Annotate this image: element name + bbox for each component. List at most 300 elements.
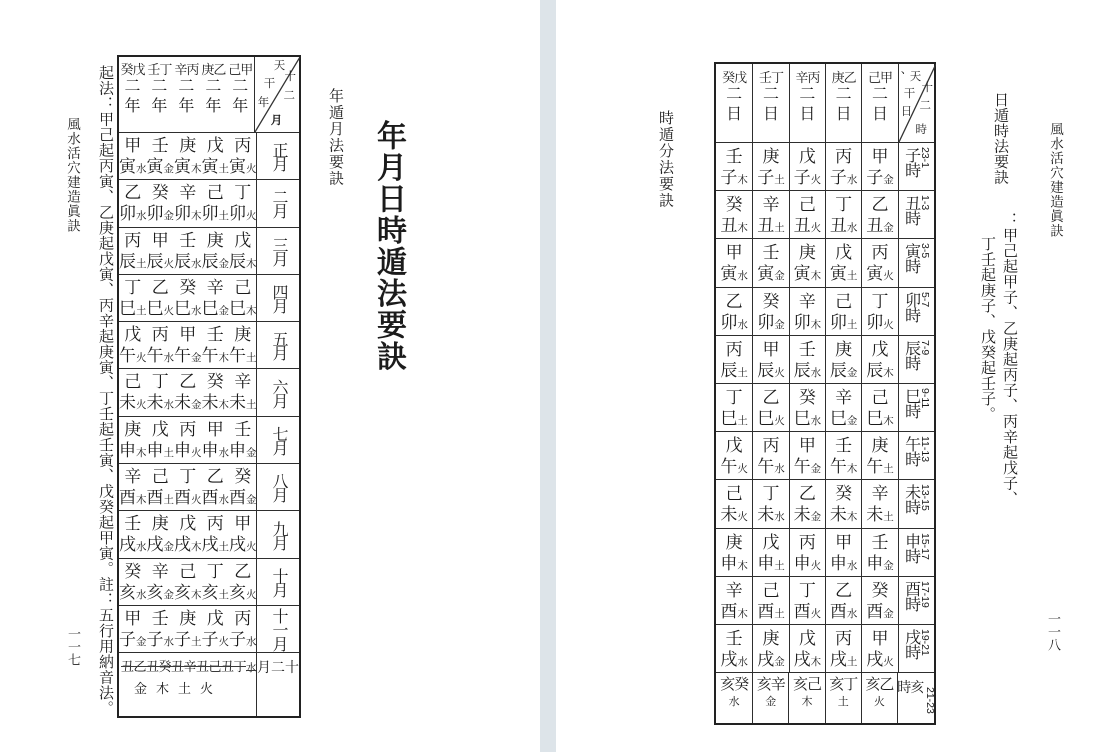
pillar-cell: [147, 180, 175, 226]
time-range: 1-3: [919, 195, 932, 211]
stem-char: 壬: [725, 628, 743, 648]
month-label: 十一月: [270, 608, 287, 651]
element-char: 金: [765, 696, 777, 709]
pillar-cell: [789, 336, 825, 383]
element-char: 水: [846, 608, 858, 620]
pillar-cell: [229, 559, 257, 605]
pillar-cell: [147, 133, 175, 179]
stem-char: 壬: [124, 514, 142, 534]
hour-cell: [898, 336, 934, 383]
time-range: 13-15: [919, 484, 932, 512]
pillar-cell: [119, 464, 147, 510]
pillar-cell: [789, 384, 825, 431]
element-char: 水: [737, 319, 748, 331]
stem-char: 丙: [762, 436, 780, 456]
unit-char: 二: [232, 78, 249, 95]
stem-char: 丁: [124, 277, 142, 297]
corner-axis-column: 年: [257, 97, 270, 109]
branch-char: 戌火: [866, 649, 894, 669]
stem-char: 己: [871, 387, 889, 407]
pillar-cell: [147, 228, 175, 274]
branch-char: 亥火: [229, 582, 257, 602]
pillar-cell: [229, 511, 257, 557]
element-char: 土: [846, 319, 858, 331]
element-char: 土: [837, 696, 849, 709]
branch-char: 戌水: [720, 649, 748, 669]
branch-char: 午水: [757, 457, 785, 477]
stem-char: 庚: [179, 136, 197, 155]
stem-char: 戊: [835, 243, 853, 263]
month-label: 正月: [270, 142, 287, 171]
element-char: 火: [246, 542, 257, 554]
element-char: 金: [810, 464, 822, 476]
pillar-cell: [119, 133, 147, 179]
stem-char: 壬: [179, 230, 197, 250]
unit-char: 二: [124, 78, 141, 95]
month-cell: [256, 511, 299, 557]
branch-char: 亥木: [174, 582, 202, 602]
stem-char: 癸: [151, 183, 169, 203]
element-char: 土: [218, 164, 229, 175]
element-char: 水: [136, 542, 147, 554]
branch-char: 巳金: [829, 408, 858, 428]
month-label: 七月: [270, 425, 287, 454]
table-row-rotated: [716, 672, 934, 723]
pillar-cell: [789, 480, 825, 527]
element-char: 火: [246, 164, 257, 175]
element-char: 火: [810, 175, 822, 186]
table-row: [119, 132, 299, 179]
right-book-title: 風水活穴建造眞訣: [1048, 122, 1063, 238]
element-char: 土: [136, 305, 147, 317]
branch-char: 酉火: [174, 488, 202, 508]
pillar-cell: [716, 577, 752, 624]
stem-char: 甲: [234, 514, 252, 534]
branch-char: 午金: [174, 346, 202, 366]
pillar-cell: [202, 228, 230, 274]
pillar-cell: [825, 143, 861, 190]
element-char: 火: [191, 447, 202, 459]
branch-char: 酉木: [720, 601, 748, 621]
element-char: 木: [846, 464, 858, 476]
stem-char: 戊: [871, 339, 889, 359]
pillar-cell: [861, 529, 897, 576]
element-char: 金: [846, 415, 858, 427]
month-cell: [256, 417, 299, 463]
unit-char: 二: [151, 78, 168, 95]
hour-label: 子時: [902, 147, 920, 177]
element-char: 水: [136, 211, 147, 223]
branch-char: 酉土: [757, 601, 785, 621]
pillar-cell: [825, 191, 861, 238]
rotated-pair: 亥辛: [756, 677, 785, 694]
table-row: [119, 274, 299, 321]
pillar-cell: [174, 275, 202, 321]
branch-char: 子火: [793, 168, 822, 187]
element-char: 木: [191, 542, 202, 554]
month-cell: [256, 180, 299, 226]
table-row: [716, 287, 934, 335]
branch-char: 辰土: [720, 360, 748, 380]
hour-label: 卯時: [902, 291, 920, 322]
stem-char: 丙: [798, 532, 816, 552]
unit-char: 年: [151, 98, 168, 115]
branch-char: 亥水: [119, 582, 147, 602]
stem-char: 丁: [762, 484, 780, 504]
element-char: 金: [883, 175, 894, 186]
element-char: 土: [737, 415, 748, 427]
branch-char: 丑火: [793, 216, 822, 236]
unit-char: 年: [205, 98, 222, 115]
day-column-header: [716, 64, 752, 142]
stem-char: 己: [151, 467, 169, 487]
branch-char: 戌木: [174, 535, 202, 555]
element-char: 土: [737, 367, 748, 379]
element-char: 土: [218, 542, 229, 554]
pillar-cell: [202, 606, 230, 652]
stem-char: 甲: [835, 532, 853, 552]
element-char: 木: [246, 305, 257, 317]
branch-char: 辰土: [119, 251, 147, 271]
branch-char: 未木: [201, 393, 229, 413]
right-page-number: 一一八: [1046, 612, 1061, 651]
row-cells: [119, 228, 256, 274]
element-char: 木: [218, 400, 229, 412]
pillar-cell: [229, 133, 257, 179]
branch-char: 卯金: [146, 204, 174, 224]
table-row: [119, 416, 299, 463]
time-range: 3-5: [919, 243, 932, 259]
pillar-cell: [789, 288, 825, 335]
element-char: 金: [774, 656, 785, 668]
stem-pair: 癸戊: [722, 70, 747, 85]
element-char: 金: [163, 589, 174, 601]
pillar-cell: [202, 559, 230, 605]
element-char: 金: [774, 271, 785, 283]
branch-char: 卯火: [229, 204, 257, 224]
table-row: [716, 383, 934, 431]
pillar-cell: [119, 606, 147, 652]
unit-char: 二: [872, 86, 889, 103]
hour-cell: [898, 239, 934, 286]
row-cells: [119, 511, 256, 557]
branch-char: 午土: [866, 457, 894, 477]
hour-cell: [898, 191, 934, 238]
hour-label: 寅時: [902, 243, 920, 274]
element-char: 水: [163, 353, 174, 365]
element-char: 火: [810, 608, 822, 620]
element-char: 金: [774, 319, 785, 331]
stem-char: 壬: [871, 532, 889, 552]
hour-label: 酉時: [902, 580, 920, 611]
branch-char: 未土: [866, 505, 894, 525]
pillar-cell: [147, 511, 175, 557]
element-char: 水: [246, 636, 257, 648]
row-cells: [119, 275, 256, 321]
stem-char: 己: [179, 561, 197, 581]
month-label: 五月: [270, 331, 287, 360]
month-label: 九月: [270, 520, 287, 549]
stem-pair: 辛丙: [174, 62, 199, 77]
element-char: 火: [873, 696, 885, 709]
branch-char: 寅水: [720, 264, 748, 284]
branch-char: 申水: [829, 553, 858, 573]
row-cells: [119, 322, 256, 368]
element-char: 土: [846, 656, 858, 668]
branch-char: 巳土: [720, 408, 748, 428]
branch-char: 子土: [174, 629, 202, 649]
rotated-pair: 亥乙: [865, 677, 894, 694]
stem-char: 戊: [206, 136, 224, 155]
pillar-cell: [789, 191, 825, 238]
hour-cell: [898, 432, 934, 479]
stem-char: 辛: [725, 580, 743, 600]
branch-char: 寅火: [866, 264, 894, 284]
branch-char: 申金: [229, 440, 257, 460]
pillar-cell: [147, 606, 175, 652]
stem-char: 辛: [206, 277, 224, 297]
element-char: 火: [191, 495, 202, 507]
pillar-cell-rotated: [788, 673, 824, 723]
element-char: 金: [191, 400, 202, 412]
pillar-cell: [229, 606, 257, 652]
table-row: [716, 528, 934, 576]
unit-char: 年: [232, 98, 249, 115]
element-char: 土: [774, 560, 785, 572]
stem-char: 丙: [124, 230, 142, 250]
right-note-column-1: ：甲己起甲子、乙庚起丙子、丙辛起戊子、: [1001, 212, 1017, 507]
element-char: 木: [883, 415, 894, 427]
branch-char: 寅火: [229, 157, 257, 176]
pillar-cell: [174, 133, 202, 179]
corner-axis-row: 十: [921, 82, 934, 94]
element-char: 木: [737, 175, 748, 186]
element-char: 火: [136, 400, 147, 412]
branch-char: 辰水: [174, 251, 202, 271]
branch-char: 子水: [229, 629, 257, 649]
pillar-cell: [861, 625, 897, 672]
element-char: 火: [163, 258, 174, 270]
year-column-header: [119, 57, 146, 132]
pillar-cell: [752, 191, 788, 238]
branch-char: 巳火: [757, 408, 785, 428]
table-row: [716, 431, 934, 479]
table-row: [119, 179, 299, 226]
stem-char: 丁: [798, 580, 816, 600]
pillar-cell: [119, 322, 147, 368]
time-range: 19-21: [919, 628, 932, 656]
stem-char: 丙: [234, 608, 252, 628]
stem-char: 壬: [151, 608, 169, 628]
stem-char: 丁: [725, 387, 743, 407]
stem-char: 甲: [725, 243, 743, 263]
element-char: 水: [163, 400, 174, 412]
page-gutter: [540, 0, 556, 752]
branch-char: 申木: [720, 553, 748, 573]
element-char: 土: [774, 608, 785, 620]
branch-char: 丑木: [720, 216, 748, 236]
table-row: [716, 190, 934, 238]
month-label: 八月: [270, 473, 287, 502]
branch-char: 巳火: [146, 298, 174, 318]
pillar-cell: [174, 559, 202, 605]
table-row: [716, 238, 934, 286]
pillar-cell: [752, 432, 788, 479]
stem-char: 己: [206, 183, 224, 203]
pillar-cell: [229, 180, 257, 226]
corner-axis-column: 干: [903, 88, 916, 100]
pillar-cell: [202, 511, 230, 557]
table-row: [119, 510, 299, 557]
branch-char: 子水: [829, 168, 858, 187]
pillar-cell: [202, 464, 230, 510]
stem-char: 甲: [762, 339, 780, 359]
pillar-cell: [789, 529, 825, 576]
element-char: 木: [810, 271, 822, 283]
year-column-header: [173, 57, 200, 132]
pillar-cell: [174, 511, 202, 557]
left-book-title: 風水活穴建造眞訣: [65, 117, 80, 233]
branch-char: 卯木: [793, 312, 822, 332]
element-char: 木: [846, 512, 858, 524]
branch-char: 戌火: [229, 535, 257, 555]
pillar-cell: [825, 625, 861, 672]
time-range: 5-7: [919, 291, 932, 307]
pillar-cell: [789, 143, 825, 190]
main-title: 年月日時遁法要訣: [372, 120, 405, 372]
rotated-pair: 亥丁: [829, 677, 858, 694]
stem-char: 丙: [234, 136, 252, 155]
element-char: 金: [218, 258, 229, 270]
unit-char: 二: [762, 86, 779, 103]
pillar-cell: [119, 180, 147, 226]
branch-char: 巳土: [119, 298, 147, 318]
branch-char: 丑水: [829, 216, 858, 236]
corner-axis-row: 十: [284, 71, 296, 83]
element-char: 火: [163, 305, 174, 317]
corner-axis-row: 二: [919, 100, 932, 112]
stem-char: 戊: [151, 419, 169, 439]
stem-char: 戊: [234, 230, 252, 250]
pillar-cell: [716, 143, 752, 190]
pillar-cell: [229, 464, 257, 510]
stem-char: 癸: [124, 561, 142, 581]
pillar-cell-rotated: [861, 673, 897, 723]
branch-char: 寅金: [146, 157, 174, 176]
stem-char: 丙: [835, 147, 853, 166]
month-cell: [256, 322, 299, 368]
pillar-cell: [147, 275, 175, 321]
time-range: 17-19: [919, 580, 932, 608]
stem-char: 辛: [798, 291, 816, 311]
branch-char: 巳木: [229, 298, 257, 318]
pillar-cell: [752, 288, 788, 335]
pillar-cell: [119, 559, 147, 605]
element-char: 木: [883, 367, 894, 379]
element-char: 水: [774, 464, 785, 476]
element-char: 土: [883, 512, 894, 524]
branch-char: 寅木: [793, 264, 822, 284]
year-column-header: [146, 57, 173, 132]
stem-char: 丁: [179, 467, 197, 487]
stem-pair: 壬丁: [758, 70, 783, 85]
element-char: 木: [810, 656, 822, 668]
element-char: 水: [136, 589, 147, 601]
unit-char: 日: [799, 106, 816, 123]
right-note-column-2: 丁壬起庚子、戊癸起壬子。: [979, 236, 995, 422]
element-char: 木: [801, 696, 813, 709]
element-char: 土: [883, 464, 894, 476]
hour-cell: [898, 625, 934, 672]
hour-label: 未時: [902, 484, 920, 515]
branch-char: 丑土: [757, 216, 785, 236]
element-char: 土: [163, 495, 174, 507]
element-char: 土: [136, 258, 147, 270]
element-char: 木: [737, 560, 748, 572]
element-char: 水: [846, 175, 858, 186]
branch-char: 戌土: [201, 535, 229, 555]
stem-char: 庚: [179, 608, 197, 628]
month-cell: [256, 369, 299, 415]
branch-char: 寅土: [201, 157, 229, 176]
element-char: 水: [191, 258, 202, 270]
element-char: 金: [163, 211, 174, 223]
pillar-cell: [789, 625, 825, 672]
stem-char: 丁: [234, 183, 252, 203]
unit-char: 年: [178, 98, 195, 115]
rotated-line1: 丑乙丑癸丑辛丑己丑丁水: [121, 659, 257, 675]
stem-pair: 癸戊: [120, 62, 145, 77]
element-char: 木: [136, 495, 147, 507]
pillar-cell: [716, 191, 752, 238]
branch-char: 申土: [146, 440, 174, 460]
corner-axis-row: 月: [270, 115, 283, 127]
table-row: [119, 605, 299, 652]
element-char: 金: [163, 542, 174, 554]
stem-char: 乙: [762, 387, 780, 407]
row-cells: [119, 559, 256, 605]
element-char: 金: [883, 560, 894, 572]
stem-char: 乙: [798, 484, 816, 504]
unit-char: 二: [835, 86, 852, 103]
element-char: 木: [136, 447, 147, 459]
hour-cell: [898, 143, 934, 190]
stem-char: 庚: [835, 339, 853, 359]
pillar-cell: [716, 384, 752, 431]
branch-char: 亥金: [146, 582, 174, 602]
left-page-number: 一一七: [66, 627, 81, 666]
pillar-cell: [147, 322, 175, 368]
stem-char: 癸: [725, 195, 743, 215]
pillar-cell: [752, 529, 788, 576]
branch-char: 辰火: [757, 360, 785, 380]
branch-char: 申火: [174, 440, 202, 460]
branch-char: 未水: [146, 393, 174, 413]
stem-char: 己: [234, 277, 252, 297]
branch-char: 戌水: [119, 535, 147, 555]
element-char: 水: [810, 367, 822, 379]
branch-char: 辰木: [229, 251, 257, 271]
stem-char: 戊: [762, 532, 780, 552]
pillar-cell: [202, 180, 230, 226]
stem-char: 庚: [234, 325, 252, 345]
stem-char: 壬: [725, 147, 743, 166]
stem-char: 戊: [179, 514, 197, 534]
stem-char: 辛: [151, 561, 169, 581]
stem-char: 乙: [871, 195, 889, 215]
table-row: [716, 576, 934, 624]
pillar-cell: [119, 275, 147, 321]
